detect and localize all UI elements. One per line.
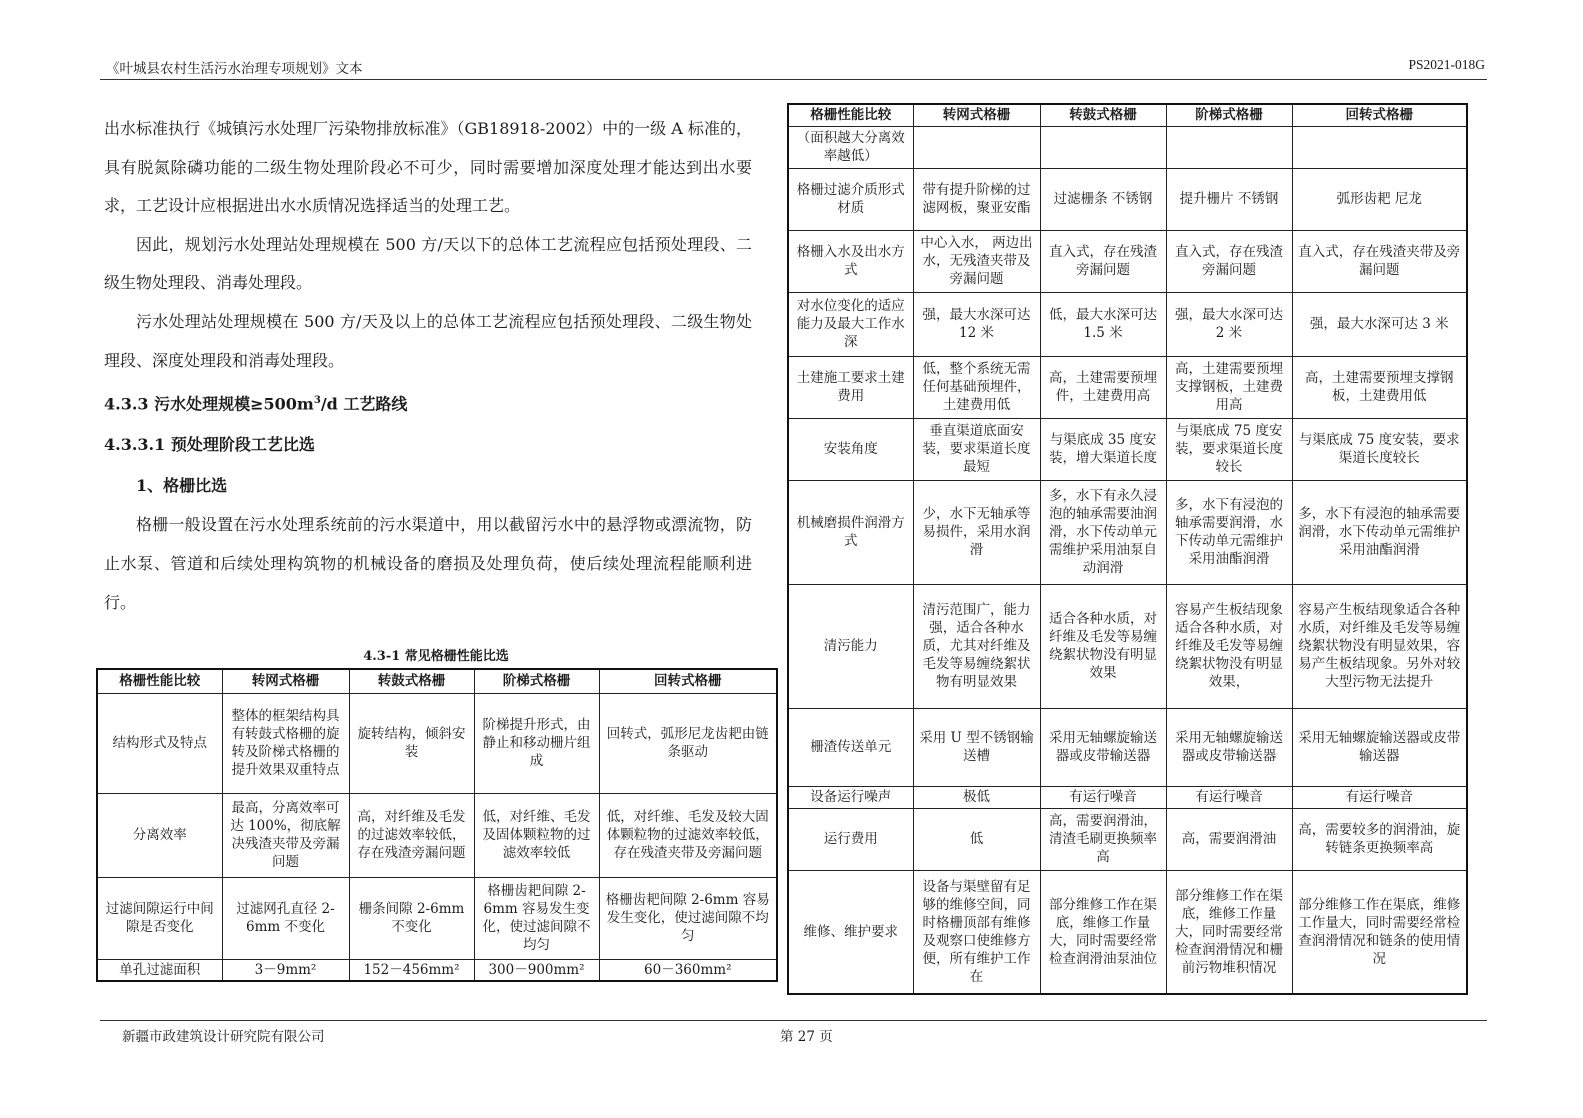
table-cell: 60－360mm² [599,959,777,981]
table-cell: 栅条间隙 2-6mm 不变化 [349,877,474,959]
table-cell: 容易产生板结现象适合各种水质，对纤维及毛发等易缠绕絮状物没有明显效果， [1166,584,1292,708]
body-text [104,110,752,622]
table-cell: 有运行噪音 [1166,786,1292,808]
table-cell: 弧形齿耙 尼龙 [1292,168,1467,230]
document-code: PS2021-018G [1408,57,1485,72]
table-cell: 直入式，存在残渣夹带及旁漏问题 [1292,230,1467,292]
table-row-label: 维修、维护要求 [788,870,913,994]
table-cell: 直入式，存在残渣旁漏问题 [1040,230,1166,292]
table-cell: 高，土建需要预埋件，土建费用高 [1040,356,1166,418]
page-number: 第 27 页 [780,1029,833,1045]
table-cell: 直入式，存在残渣旁漏问题 [1166,230,1292,292]
table-row [97,693,777,793]
table-cell: 300－900mm² [474,959,599,981]
table-row [788,786,1467,808]
table-cell: 与渠底成 35 度安装，增大渠道长度 [1040,418,1166,480]
table-header-cell: 转网式格栅 [913,104,1040,126]
table-cell: 适合各种水质，对纤维及毛发等易缠绕絮状物没有明显效果 [1040,584,1166,708]
table-cell: 多，水下有永久浸泡的轴承需要油润滑，水下传动单元需维护采用油泵自动润滑 [1040,480,1166,584]
table-cell: 少，水下无轴承等易损件，采用水润滑 [913,480,1040,584]
table-cell: 高，需要润滑油，清渣毛刷更换频率高 [1040,808,1166,870]
table-cell: 与渠底成 75 度安装，要求渠道长度较长 [1292,418,1467,480]
table-cell [913,126,1040,168]
table-row [788,708,1467,786]
section-heading-4-3-3: 4.3.3 污水处理规模$\ge 500m^3/d$ 工艺路线 [104,394,408,414]
table-row-label: 运行费用 [788,808,913,870]
table-row-label: 结构形式及特点 [97,693,222,793]
table-header-cell: 回转式格栅 [1292,104,1467,126]
table-cell: 旋转结构，倾斜安装 [349,693,474,793]
paragraph-grille-intro: 格栅一般设置在污水处理系统前的污水渠道中，用以截留污水中的悬浮物或漂流物，防止水泵、管道和后续处理构筑物的机械设备的磨损及处理负荷，使后续处理流程能顺利进行。 [104,515,752,612]
table-row [788,584,1467,708]
table-header-cell: 转鼓式格栅 [349,669,474,693]
table-cell: 高，土建需要预埋支撑钢板，土建费用高 [1166,356,1292,418]
table-cell: 强，最大水深可达 2 米 [1166,292,1292,356]
table-row-label: （面积越大分离效率越低） [788,126,913,168]
table-cell: 容易产生板结现象适合各种水质，对纤维及毛发等易缠绕絮状物没有明显效果，容易产生板结现象。另外对较大型污物无法提升 [1292,584,1467,708]
table-cell: 采用无轴螺旋输送器或皮带输送器 [1040,708,1166,786]
table-row [788,418,1467,480]
table-header-row [97,669,777,693]
table-cell: 高，需要较多的润滑油，旋转链条更换频率高 [1292,808,1467,870]
table-cell: 高，需要润滑油 [1166,808,1292,870]
footer-company: 新疆市政建筑设计研究院有限公司 [122,1029,325,1045]
subsection-heading-grille: 1、格栅比选 [136,476,228,496]
table-cell: 格栅齿耙间隙 2-6mm 容易发生变化，使过滤间隙不均匀 [474,877,599,959]
table-cell: 中心入水， 两边出水，无残渣夹带及旁漏问题 [913,230,1040,292]
table-header-cell: 格栅性能比较 [97,669,222,693]
table-cell: 有运行噪音 [1292,786,1467,808]
table-cell: 过滤网孔直径 2-6mm 不变化 [222,877,349,959]
table-cell: 采用 U 型不锈钢输送槽 [913,708,1040,786]
table-row-label: 安装角度 [788,418,913,480]
table-cell: 设备与渠壁留有足够的维修空间，同时格栅顶部有维修及观察口使维修方便，所有维护工作在 [913,870,1040,994]
table-row-label: 机械磨损件润滑方式 [788,480,913,584]
table-row [788,870,1467,994]
table-cell: 阶梯提升形式，由静止和移动栅片组成 [474,693,599,793]
table-cell: 低，对纤维、毛发及固体颗粒物的过滤效率较低 [474,793,599,877]
table-row-label: 格栅入水及出水方式 [788,230,913,292]
table-row [788,292,1467,356]
table-cell: 清污范围广，能力强，适合各种水质，尤其对纤维及毛发等易缠绕絮状物有明显效果 [913,584,1040,708]
table-cell: 强，最大水深可达 3 米 [1292,292,1467,356]
table-row [788,808,1467,870]
table-header-cell: 转鼓式格栅 [1040,104,1166,126]
table-cell: 高，对纤维及毛发的过滤效率较低，存在残渣旁漏问题 [349,793,474,877]
table-cell [1040,126,1166,168]
table-row [788,356,1467,418]
table-cell: 部分维修工作在渠底，维修工作量大，同时需要经常检查润滑油泵油位 [1040,870,1166,994]
table-header-cell: 格栅性能比较 [788,104,913,126]
table-row-label: 格栅过滤介质形式材质 [788,168,913,230]
paragraph-below-500: 因此，规划污水处理站处理规模在 500 方/天以下的总体工艺流程应包括预处理段、二级生物处理段、消毒处理段。 [104,234,752,293]
table-cell: 多，水下有浸泡的轴承需要润滑，水下传动单元需维护采用油酯润滑 [1292,480,1467,584]
table-cell: 采用无轴螺旋输送器或皮带输送器 [1292,708,1467,786]
table-cell: 最高，分离效率可达 100%，彻底解决残渣夹带及旁漏问题 [222,793,349,877]
grille-comparison-table-part1 [96,668,778,982]
table-row [788,230,1467,292]
table-row-label: 栅渣传送单元 [788,708,913,786]
table-caption: 4.3-1 常见格栅性能比选 [363,649,509,664]
table-row-label: 清污能力 [788,584,913,708]
table-row-label: 单孔过滤面积 [97,959,222,981]
table-header-cell: 阶梯式格栅 [1166,104,1292,126]
table-cell: 多，水下有浸泡的轴承需要润滑，水下传动单元需维护 采用油酯润滑 [1166,480,1292,584]
table-cell: 低 [913,808,1040,870]
table-cell: 部分维修工作在渠底，维修工作量大，同时需要经常检查润滑情况和链条的使用情况 [1292,870,1467,994]
table-row-label: 过滤间隙运行中间隙是否变化 [97,877,222,959]
table-cell: 部分维修工作在渠底，维修工作量大，同时需要经常检查润滑情况和栅前污物堆积情况 [1166,870,1292,994]
table-header-cell: 转网式格栅 [222,669,349,693]
table-cell: 垂直渠道底面安装，要求渠道长度最短 [913,418,1040,480]
paragraph-standard: 出水标准执行《城镇污水处理厂污染物排放标准》（GB18918-2002）中的一级 A 标准的，具有脱氮除磷功能的二级生物处理阶段必不可少，同时需要增加深度处理才能达到出水要求，工艺设计应根据进出水水质情况选择适当的处理工艺。 [104,119,752,216]
section-heading-4-3-3-1: 4.3.3.1 预处理阶段工艺比选 [104,435,315,455]
table-cell: 整体的框架结构具有转鼓式格栅的旋转及阶梯式格栅的提升效果双重特点 [222,693,349,793]
table-cell [1166,126,1292,168]
table-row [97,877,777,959]
table-cell: 强，最大水深可达 12 米 [913,292,1040,356]
table-row-label: 分离效率 [97,793,222,877]
table-cell: 有运行噪音 [1040,786,1166,808]
table-row-label: 土建施工要求土建费用 [788,356,913,418]
table-cell: 与渠底成 75 度安装，要求渠道长度较长 [1166,418,1292,480]
table-cell: 带有提升阶梯的过滤网板，聚亚安酯 [913,168,1040,230]
table-cell: 低，最大水深可达 1.5 米 [1040,292,1166,356]
table-cell: 高，土建需要预埋支撑钢板，土建费用低 [1292,356,1467,418]
table-header-cell: 阶梯式格栅 [474,669,599,693]
table-row [788,126,1467,168]
table-cell: 低，对纤维、毛发及较大固体颗粒物的过滤效率较低，存在残渣夹带及旁漏问题 [599,793,777,877]
paragraph-above-500: 污水处理站处理规模在 500 方/天及以上的总体工艺流程应包括预处理段、二级生物处理段、深度处理段和消毒处理段。 [104,311,752,370]
grille-comparison-table-part2 [787,103,1468,995]
table-cell: 格栅齿耙间隙 2-6mm 容易发生变化，使过滤间隙不均匀 [599,877,777,959]
table-cell [1292,126,1467,168]
table-cell: 过滤栅条 不锈钢 [1040,168,1166,230]
table-cell: 152－456mm² [349,959,474,981]
document-header-title: 《叶城县农村生活污水治理专项规划》文本 [106,61,363,77]
table-cell: 提升栅片 不锈钢 [1166,168,1292,230]
table-cell: 极低 [913,786,1040,808]
table-cell: 3－9mm² [222,959,349,981]
table-row-label: 设备运行噪声 [788,786,913,808]
table-header-cell: 回转式格栅 [599,669,777,693]
table-cell: 低，整个系统无需任何基础预埋件，土建费用低 [913,356,1040,418]
footer-rule [100,1020,1487,1021]
table-cell: 采用无轴螺旋输送器或皮带输送器 [1166,708,1292,786]
table-cell: 回转式，弧形尼龙齿耙由链条驱动 [599,693,777,793]
table-row [97,793,777,877]
table-row [788,168,1467,230]
table-row [97,959,777,981]
table-row-label: 对水位变化的适应能力及最大工作水深 [788,292,913,356]
table-row [788,480,1467,584]
header-rule [100,79,1487,80]
table-header-row [788,104,1467,126]
